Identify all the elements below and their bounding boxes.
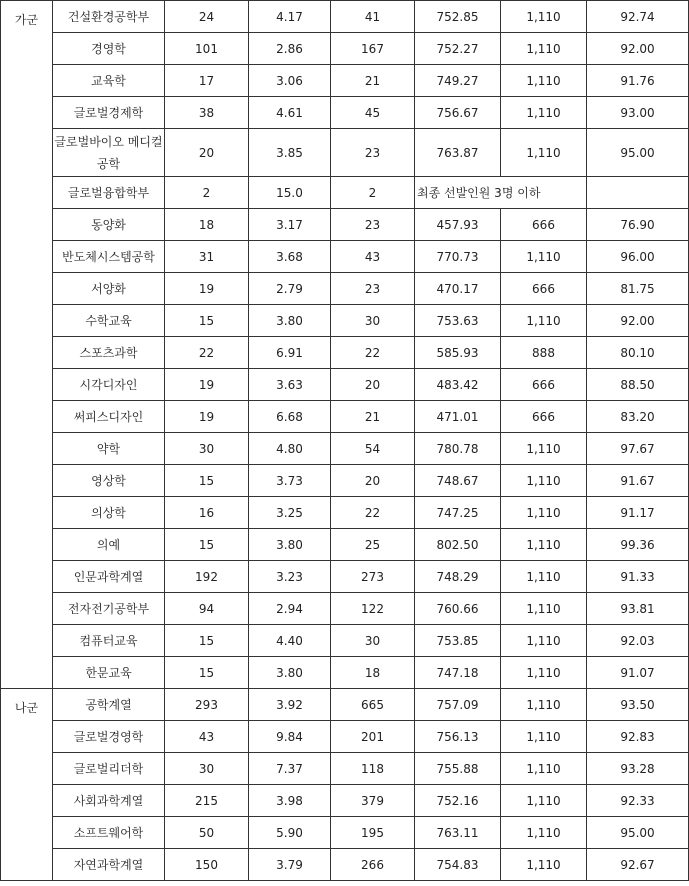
convert-cell: 93.28 xyxy=(587,753,689,785)
ratio-cell: 5.90 xyxy=(249,817,331,849)
accepted-cell: 23 xyxy=(331,273,415,305)
accepted-cell: 2 xyxy=(331,177,415,209)
table-row xyxy=(1,369,689,401)
dept-cell: 약학 xyxy=(53,433,165,465)
dept-cell: 공학계열 xyxy=(53,689,165,721)
dept-cell: 한문교육 xyxy=(53,657,165,689)
ratio-cell: 2.86 xyxy=(249,33,331,65)
ratio-cell: 7.37 xyxy=(249,753,331,785)
dept-cell: 사회과학계열 xyxy=(53,785,165,817)
ratio-cell: 3.92 xyxy=(249,689,331,721)
total-cell: 1,110 xyxy=(501,689,587,721)
accepted-cell: 30 xyxy=(331,625,415,657)
recruit-cell: 19 xyxy=(165,401,249,433)
ratio-cell: 3.80 xyxy=(249,657,331,689)
recruit-cell: 293 xyxy=(165,689,249,721)
recruit-cell: 15 xyxy=(165,625,249,657)
score-cell: 763.87 xyxy=(415,129,501,177)
score-cell: 483.42 xyxy=(415,369,501,401)
convert-cell: 92.74 xyxy=(587,1,689,33)
total-cell: 666 xyxy=(501,369,587,401)
ratio-cell: 3.80 xyxy=(249,305,331,337)
dept-cell: 글로벌경제학 xyxy=(53,97,165,129)
recruit-cell: 192 xyxy=(165,561,249,593)
convert-cell: 91.33 xyxy=(587,561,689,593)
recruit-cell: 17 xyxy=(165,65,249,97)
dept-cell: 소프트웨어학 xyxy=(53,817,165,849)
total-cell: 1,110 xyxy=(501,817,587,849)
dept-cell: 전자전기공학부 xyxy=(53,593,165,625)
accepted-cell: 20 xyxy=(331,369,415,401)
score-cell: 585.93 xyxy=(415,337,501,369)
convert-cell: 80.10 xyxy=(587,337,689,369)
table-row xyxy=(1,465,689,497)
table-row xyxy=(1,337,689,369)
ratio-cell: 3.68 xyxy=(249,241,331,273)
convert-cell: 92.67 xyxy=(587,849,689,881)
total-cell: 1,110 xyxy=(501,305,587,337)
dept-cell: 반도체시스템공학 xyxy=(53,241,165,273)
recruit-cell: 15 xyxy=(165,529,249,561)
recruit-cell: 94 xyxy=(165,593,249,625)
convert-cell: 93.81 xyxy=(587,593,689,625)
total-cell: 1,110 xyxy=(501,241,587,273)
score-cell: 457.93 xyxy=(415,209,501,241)
convert-cell: 91.17 xyxy=(587,497,689,529)
accepted-cell: 273 xyxy=(331,561,415,593)
score-cell: 753.85 xyxy=(415,625,501,657)
dept-cell: 영상학 xyxy=(53,465,165,497)
accepted-cell: 30 xyxy=(331,305,415,337)
table-row xyxy=(1,721,689,753)
dept-cell: 교육학 xyxy=(53,65,165,97)
recruit-cell: 215 xyxy=(165,785,249,817)
recruit-cell: 15 xyxy=(165,465,249,497)
table-row xyxy=(1,753,689,785)
accepted-cell: 43 xyxy=(331,241,415,273)
table-row xyxy=(1,529,689,561)
table-row xyxy=(1,305,689,337)
accepted-cell: 23 xyxy=(331,209,415,241)
convert-cell: 81.75 xyxy=(587,273,689,305)
ratio-cell: 6.91 xyxy=(249,337,331,369)
score-cell: 748.67 xyxy=(415,465,501,497)
table-row xyxy=(1,689,689,721)
total-cell: 1,110 xyxy=(501,465,587,497)
recruit-cell: 38 xyxy=(165,97,249,129)
score-cell: 763.11 xyxy=(415,817,501,849)
table-row xyxy=(1,625,689,657)
accepted-cell: 54 xyxy=(331,433,415,465)
ratio-cell: 4.17 xyxy=(249,1,331,33)
accepted-cell: 25 xyxy=(331,529,415,561)
dept-cell: 자연과학계열 xyxy=(53,849,165,881)
ratio-cell: 3.17 xyxy=(249,209,331,241)
total-cell: 1,110 xyxy=(501,433,587,465)
accepted-cell: 45 xyxy=(331,97,415,129)
dept-cell: 수학교육 xyxy=(53,305,165,337)
recruit-cell: 31 xyxy=(165,241,249,273)
score-cell: 756.13 xyxy=(415,721,501,753)
table-row xyxy=(1,129,689,177)
recruit-cell: 50 xyxy=(165,817,249,849)
dept-cell: 글로벌경영학 xyxy=(53,721,165,753)
accepted-cell: 665 xyxy=(331,689,415,721)
table-row xyxy=(1,1,689,33)
ratio-cell: 3.85 xyxy=(249,129,331,177)
convert-cell: 93.50 xyxy=(587,689,689,721)
score-cell: 757.09 xyxy=(415,689,501,721)
recruit-cell: 22 xyxy=(165,337,249,369)
ratio-cell: 4.40 xyxy=(249,625,331,657)
score-cell: 755.88 xyxy=(415,753,501,785)
recruit-cell: 30 xyxy=(165,433,249,465)
recruit-cell: 15 xyxy=(165,305,249,337)
convert-cell: 97.67 xyxy=(587,433,689,465)
recruit-cell: 19 xyxy=(165,273,249,305)
dept-cell: 스포츠과학 xyxy=(53,337,165,369)
dept-cell: 의예 xyxy=(53,529,165,561)
convert-cell: 92.00 xyxy=(587,33,689,65)
convert-cell: 99.36 xyxy=(587,529,689,561)
score-cell: 470.17 xyxy=(415,273,501,305)
score-cell: 802.50 xyxy=(415,529,501,561)
convert-cell: 92.33 xyxy=(587,785,689,817)
dept-cell: 글로벌융합학부 xyxy=(53,177,165,209)
convert-cell: 92.03 xyxy=(587,625,689,657)
score-cell: 752.27 xyxy=(415,33,501,65)
total-cell: 1,110 xyxy=(501,721,587,753)
table-row xyxy=(1,497,689,529)
accepted-cell: 41 xyxy=(331,1,415,33)
recruit-cell: 16 xyxy=(165,497,249,529)
ratio-cell: 4.61 xyxy=(249,97,331,129)
dept-cell: 건설환경공학부 xyxy=(53,1,165,33)
group-label: 나군 xyxy=(1,689,53,881)
dept-cell: 동양화 xyxy=(53,209,165,241)
recruit-cell: 15 xyxy=(165,657,249,689)
convert-cell: 95.00 xyxy=(587,129,689,177)
total-cell: 1,110 xyxy=(501,753,587,785)
ratio-cell: 3.79 xyxy=(249,849,331,881)
ratio-cell: 2.94 xyxy=(249,593,331,625)
ratio-cell: 6.68 xyxy=(249,401,331,433)
convert-cell: 88.50 xyxy=(587,369,689,401)
table-row xyxy=(1,241,689,273)
table-row xyxy=(1,593,689,625)
accepted-cell: 18 xyxy=(331,657,415,689)
score-cell: 753.63 xyxy=(415,305,501,337)
convert-cell: 91.07 xyxy=(587,657,689,689)
table-row xyxy=(1,561,689,593)
accepted-cell: 23 xyxy=(331,129,415,177)
convert-cell: 91.67 xyxy=(587,465,689,497)
accepted-cell: 195 xyxy=(331,817,415,849)
dept-cell: 경영학 xyxy=(53,33,165,65)
accepted-cell: 21 xyxy=(331,401,415,433)
total-cell: 666 xyxy=(501,209,587,241)
total-cell: 1,110 xyxy=(501,593,587,625)
ratio-cell: 15.0 xyxy=(249,177,331,209)
score-cell: 754.83 xyxy=(415,849,501,881)
dept-cell: 서양화 xyxy=(53,273,165,305)
total-cell: 1,110 xyxy=(501,65,587,97)
table-row xyxy=(1,273,689,305)
accepted-cell: 21 xyxy=(331,65,415,97)
note-cell: 최종 선발인원 3명 이하 xyxy=(415,177,587,209)
convert-cell: 96.00 xyxy=(587,241,689,273)
total-cell: 1,110 xyxy=(501,129,587,177)
total-cell: 1,110 xyxy=(501,849,587,881)
dept-cell: 컴퓨터교육 xyxy=(53,625,165,657)
recruit-cell: 150 xyxy=(165,849,249,881)
ratio-cell: 2.79 xyxy=(249,273,331,305)
total-cell: 1,110 xyxy=(501,785,587,817)
ratio-cell: 3.06 xyxy=(249,65,331,97)
table-row xyxy=(1,65,689,97)
score-cell: 756.67 xyxy=(415,97,501,129)
score-cell: 752.85 xyxy=(415,1,501,33)
accepted-cell: 167 xyxy=(331,33,415,65)
table-row xyxy=(1,401,689,433)
ratio-cell: 3.25 xyxy=(249,497,331,529)
table-row xyxy=(1,817,689,849)
empty-cell xyxy=(587,177,689,209)
total-cell: 1,110 xyxy=(501,497,587,529)
total-cell: 1,110 xyxy=(501,657,587,689)
recruit-cell: 24 xyxy=(165,1,249,33)
total-cell: 888 xyxy=(501,337,587,369)
convert-cell: 92.00 xyxy=(587,305,689,337)
dept-cell: 인문과학계열 xyxy=(53,561,165,593)
score-cell: 471.01 xyxy=(415,401,501,433)
table-row xyxy=(1,657,689,689)
recruit-cell: 30 xyxy=(165,753,249,785)
total-cell: 1,110 xyxy=(501,561,587,593)
recruit-cell: 19 xyxy=(165,369,249,401)
score-cell: 747.25 xyxy=(415,497,501,529)
ratio-cell: 3.98 xyxy=(249,785,331,817)
ratio-cell: 9.84 xyxy=(249,721,331,753)
ratio-cell: 3.73 xyxy=(249,465,331,497)
accepted-cell: 201 xyxy=(331,721,415,753)
score-cell: 770.73 xyxy=(415,241,501,273)
accepted-cell: 22 xyxy=(331,337,415,369)
convert-cell: 92.83 xyxy=(587,721,689,753)
convert-cell: 93.00 xyxy=(587,97,689,129)
ratio-cell: 4.80 xyxy=(249,433,331,465)
accepted-cell: 118 xyxy=(331,753,415,785)
recruit-cell: 101 xyxy=(165,33,249,65)
recruit-cell: 20 xyxy=(165,129,249,177)
table-row xyxy=(1,177,689,209)
total-cell: 1,110 xyxy=(501,1,587,33)
ratio-cell: 3.63 xyxy=(249,369,331,401)
table-row xyxy=(1,849,689,881)
dept-cell: 시각디자인 xyxy=(53,369,165,401)
accepted-cell: 22 xyxy=(331,497,415,529)
score-cell: 749.27 xyxy=(415,65,501,97)
table-row xyxy=(1,97,689,129)
total-cell: 1,110 xyxy=(501,625,587,657)
convert-cell: 95.00 xyxy=(587,817,689,849)
dept-cell: 의상학 xyxy=(53,497,165,529)
score-cell: 752.16 xyxy=(415,785,501,817)
accepted-cell: 379 xyxy=(331,785,415,817)
table-row xyxy=(1,33,689,65)
table-row xyxy=(1,785,689,817)
recruit-cell: 43 xyxy=(165,721,249,753)
score-cell: 747.18 xyxy=(415,657,501,689)
recruit-cell: 2 xyxy=(165,177,249,209)
score-cell: 780.78 xyxy=(415,433,501,465)
table-row xyxy=(1,209,689,241)
convert-cell: 83.20 xyxy=(587,401,689,433)
convert-cell: 91.76 xyxy=(587,65,689,97)
group-label: 가군 xyxy=(1,1,53,689)
total-cell: 666 xyxy=(501,401,587,433)
dept-cell: 글로벌바이오 메디컬공학 xyxy=(53,129,165,177)
recruit-cell: 18 xyxy=(165,209,249,241)
ratio-cell: 3.23 xyxy=(249,561,331,593)
score-cell: 760.66 xyxy=(415,593,501,625)
ratio-cell: 3.80 xyxy=(249,529,331,561)
total-cell: 1,110 xyxy=(501,529,587,561)
accepted-cell: 20 xyxy=(331,465,415,497)
dept-cell: 써피스디자인 xyxy=(53,401,165,433)
accepted-cell: 266 xyxy=(331,849,415,881)
accepted-cell: 122 xyxy=(331,593,415,625)
table-row xyxy=(1,433,689,465)
score-cell: 748.29 xyxy=(415,561,501,593)
dept-cell: 글로벌리더학 xyxy=(53,753,165,785)
total-cell: 1,110 xyxy=(501,33,587,65)
convert-cell: 76.90 xyxy=(587,209,689,241)
total-cell: 666 xyxy=(501,273,587,305)
total-cell: 1,110 xyxy=(501,97,587,129)
